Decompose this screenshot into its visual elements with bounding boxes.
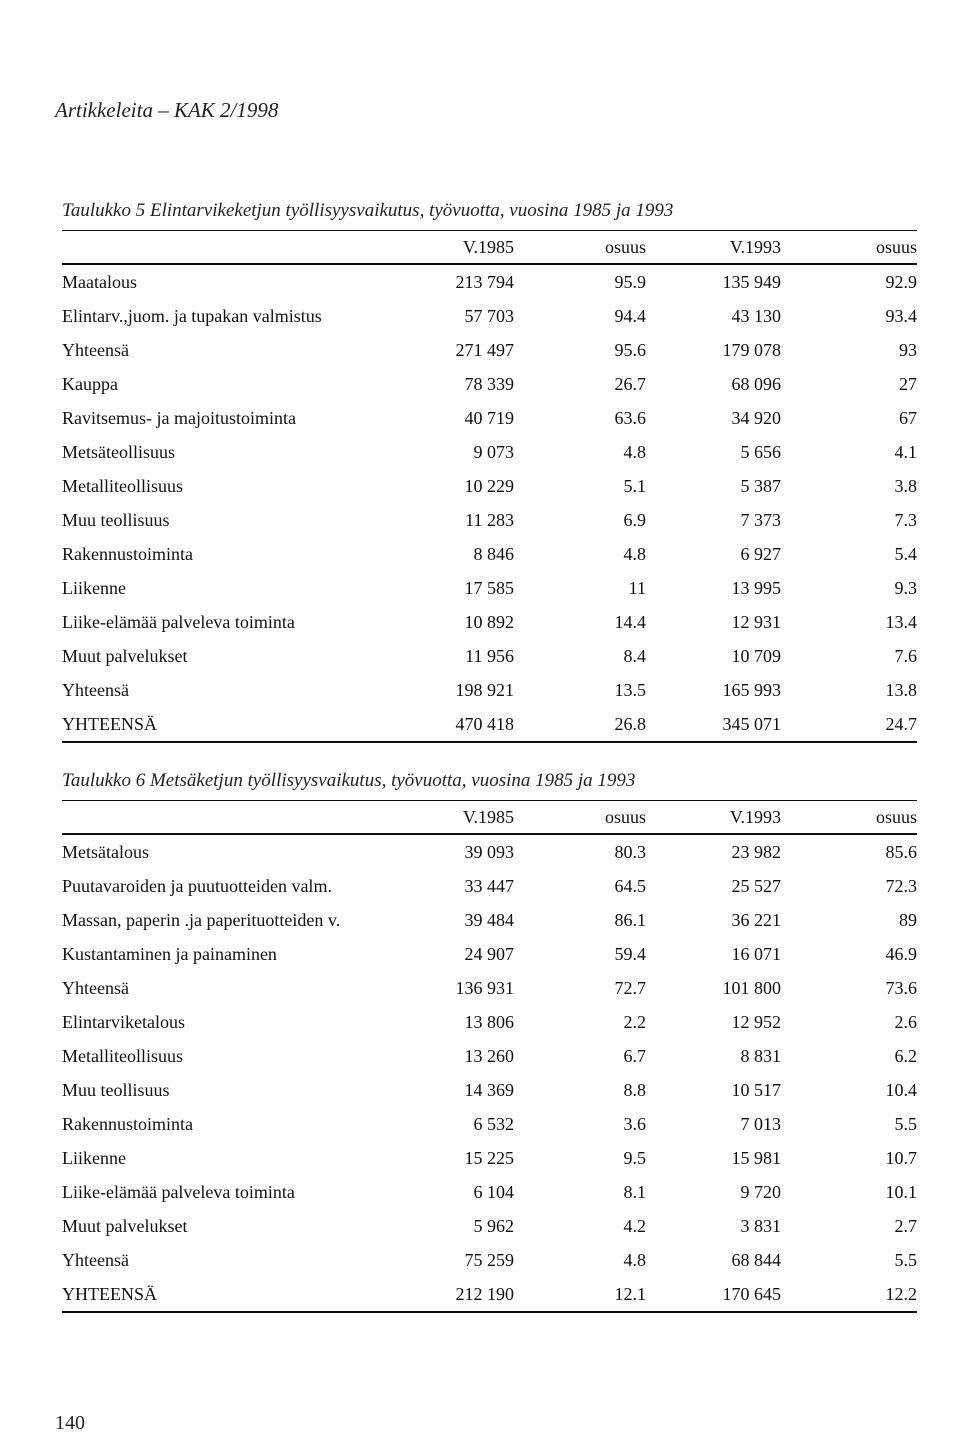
table-row: [62, 834, 917, 869]
row-label: Rakennustoiminta: [62, 543, 193, 564]
table-row: [62, 401, 917, 435]
cell-value: 10 892: [464, 611, 514, 632]
column-header: V.1993: [729, 806, 781, 827]
cell-value: 13.8: [885, 679, 917, 700]
cell-value: 4.2: [623, 1215, 646, 1236]
cell-value: 5 962: [473, 1215, 514, 1236]
cell-value: 7 373: [740, 509, 781, 530]
cell-value: 9 720: [740, 1181, 781, 1202]
table5-header-row: [62, 231, 917, 265]
cell-value: 6.7: [623, 1045, 646, 1066]
cell-value: 6 104: [473, 1181, 514, 1202]
cell-value: 6 927: [740, 543, 781, 564]
row-label: Metsätalous: [62, 841, 149, 862]
cell-value: 73.6: [885, 977, 917, 998]
row-label: Liikenne: [62, 577, 126, 598]
cell-value: 12 931: [731, 611, 781, 632]
column-header: osuus: [604, 806, 646, 827]
table6-caption: Taulukko 6 Metsäketjun työllisyysvaikutus, työvuotta, vuosina 1985 ja 1993: [62, 770, 636, 791]
row-label: Elintarviketalous: [62, 1011, 185, 1032]
cell-value: 5.5: [894, 1249, 917, 1270]
cell-value: 12.2: [885, 1283, 917, 1304]
row-label: Kustantaminen ja painaminen: [62, 943, 277, 964]
column-header: osuus: [604, 236, 646, 257]
cell-value: 6 532: [473, 1113, 514, 1134]
cell-value: 13 806: [464, 1011, 514, 1032]
cell-value: 92.9: [885, 271, 917, 292]
column-header: V.1985: [462, 236, 514, 257]
cell-value: 67: [899, 407, 917, 428]
page-number: 140: [55, 1412, 85, 1434]
cell-value: 2.6: [894, 1011, 917, 1032]
cell-value: 13 260: [464, 1045, 514, 1066]
cell-value: 39 093: [464, 841, 514, 862]
cell-value: 10 709: [731, 645, 781, 666]
table-row: [62, 537, 917, 571]
table5: [62, 230, 917, 743]
row-label: Muu teollisuus: [62, 509, 170, 530]
row-label: Yhteensä: [62, 679, 129, 700]
cell-value: 212 190: [455, 1283, 514, 1304]
cell-value: 11 956: [465, 645, 514, 666]
cell-value: 24 907: [464, 943, 514, 964]
cell-value: 2.7: [894, 1215, 917, 1236]
cell-value: 93.4: [885, 305, 917, 326]
table-row: [62, 333, 917, 367]
table-row: [62, 1209, 917, 1243]
table-row: [62, 1073, 917, 1107]
row-label: Elintarv.,juom. ja tupakan valmistus: [62, 305, 322, 326]
table-row: [62, 937, 917, 971]
cell-value: 2.2: [623, 1011, 646, 1032]
cell-value: 43 130: [731, 305, 781, 326]
cell-value: 46.9: [885, 943, 917, 964]
cell-value: 4.1: [894, 441, 917, 462]
table-row: [62, 367, 917, 401]
row-label: Muut palvelukset: [62, 645, 188, 666]
row-label: Metsäteollisuus: [62, 441, 175, 462]
cell-value: 89: [899, 909, 917, 930]
cell-value: 15 225: [464, 1147, 514, 1168]
cell-value: 15 981: [731, 1147, 781, 1168]
cell-value: 63.6: [614, 407, 646, 428]
cell-value: 213 794: [455, 271, 514, 292]
table-row: [62, 435, 917, 469]
row-label: Muu teollisuus: [62, 1079, 170, 1100]
cell-value: 78 339: [464, 373, 514, 394]
cell-value: 80.3: [614, 841, 646, 862]
row-label: Metalliteollisuus: [62, 475, 183, 496]
running-head: Artikkeleita – KAK 2/1998: [55, 98, 279, 122]
table5-body: [62, 264, 917, 742]
cell-value: 8 846: [473, 543, 514, 564]
cell-value: 68 096: [731, 373, 781, 394]
cell-value: 198 921: [455, 679, 514, 700]
table-row: [62, 1175, 917, 1209]
cell-value: 24.7: [885, 713, 917, 734]
cell-value: 72.7: [614, 977, 646, 998]
row-label: YHTEENSÄ: [62, 1283, 157, 1304]
cell-value: 16 071: [731, 943, 781, 964]
cell-value: 72.3: [885, 875, 917, 896]
cell-value: 23 982: [731, 841, 781, 862]
cell-value: 3 831: [740, 1215, 781, 1236]
cell-value: 345 071: [722, 713, 781, 734]
cell-value: 101 800: [722, 977, 781, 998]
table5-header: [62, 231, 917, 265]
cell-value: 95.6: [614, 339, 646, 360]
row-label: Liikenne: [62, 1147, 126, 1168]
row-label: Rakennustoiminta: [62, 1113, 193, 1134]
table5-caption: Taulukko 5 Elintarvikeketjun työllisyysvaikutus, työvuotta, vuosina 1985 ja 1993: [62, 200, 674, 221]
cell-value: 271 497: [455, 339, 514, 360]
column-header: V.1985: [462, 806, 514, 827]
column-header: V.1993: [729, 236, 781, 257]
cell-value: 14 369: [464, 1079, 514, 1100]
column-header-label: [62, 801, 397, 835]
row-label: Kauppa: [62, 373, 118, 394]
table-row: [62, 971, 917, 1005]
cell-value: 93: [899, 339, 917, 360]
cell-value: 4.8: [623, 441, 646, 462]
table6-header-row: [62, 801, 917, 835]
row-label: Liike-elämää palveleva toiminta: [62, 1181, 295, 1202]
table-row: [62, 673, 917, 707]
cell-value: 135 949: [722, 271, 781, 292]
cell-value: 13.4: [885, 611, 917, 632]
cell-value: 10.4: [885, 1079, 917, 1100]
row-label: Yhteensä: [62, 339, 129, 360]
table-row: [62, 1243, 917, 1277]
cell-value: 57 703: [464, 305, 514, 326]
table-row: [62, 639, 917, 673]
table-row: [62, 1141, 917, 1175]
cell-value: 9.5: [623, 1147, 646, 1168]
cell-value: 10.1: [885, 1181, 917, 1202]
cell-value: 470 418: [455, 713, 514, 734]
table-row: [62, 1107, 917, 1141]
cell-value: 86.1: [614, 909, 646, 930]
cell-value: 59.4: [614, 943, 646, 964]
cell-value: 25 527: [731, 875, 781, 896]
cell-value: 5.5: [894, 1113, 917, 1134]
table6-body: [62, 834, 917, 1312]
table-row: [62, 571, 917, 605]
cell-value: 33 447: [464, 875, 514, 896]
cell-value: 3.6: [623, 1113, 646, 1134]
cell-value: 34 920: [731, 407, 781, 428]
cell-value: 10.7: [885, 1147, 917, 1168]
row-label: Puutavaroiden ja puutuotteiden valm.: [62, 875, 332, 896]
cell-value: 5 656: [740, 441, 781, 462]
table-row: [62, 264, 917, 299]
cell-value: 7.3: [894, 509, 917, 530]
cell-value: 26.8: [614, 713, 646, 734]
table-row: [62, 1277, 917, 1312]
cell-value: 9 073: [473, 441, 514, 462]
cell-value: 17 585: [464, 577, 514, 598]
table-row: [62, 1039, 917, 1073]
table-row: [62, 469, 917, 503]
cell-value: 170 645: [722, 1283, 781, 1304]
cell-value: 5 387: [740, 475, 781, 496]
cell-value: 12 952: [731, 1011, 781, 1032]
cell-value: 9.3: [894, 577, 917, 598]
column-header: osuus: [875, 236, 917, 257]
cell-value: 36 221: [731, 909, 781, 930]
cell-value: 10 229: [464, 475, 514, 496]
cell-value: 5.4: [894, 543, 917, 564]
table6: [62, 800, 917, 1313]
cell-value: 68 844: [731, 1249, 781, 1270]
cell-value: 179 078: [722, 339, 781, 360]
cell-value: 6.9: [623, 509, 646, 530]
table-row: [62, 299, 917, 333]
cell-value: 8.4: [623, 645, 646, 666]
cell-value: 7.6: [894, 645, 917, 666]
cell-value: 10 517: [731, 1079, 781, 1100]
cell-value: 12.1: [614, 1283, 646, 1304]
table6-header: [62, 801, 917, 835]
row-label: Liike-elämää palveleva toiminta: [62, 611, 295, 632]
row-label: Massan, paperin .ja paperituotteiden v.: [62, 909, 341, 930]
cell-value: 40 719: [464, 407, 514, 428]
cell-value: 26.7: [614, 373, 646, 394]
column-header: osuus: [875, 806, 917, 827]
cell-value: 136 931: [455, 977, 514, 998]
row-label: Ravitsemus- ja majoitustoiminta: [62, 407, 296, 428]
row-label: Maatalous: [62, 271, 137, 292]
cell-value: 94.4: [614, 305, 646, 326]
cell-value: 13.5: [614, 679, 646, 700]
cell-value: 8 831: [740, 1045, 781, 1066]
table-row: [62, 869, 917, 903]
cell-value: 75 259: [464, 1249, 514, 1270]
cell-value: 95.9: [614, 271, 646, 292]
cell-value: 6.2: [894, 1045, 917, 1066]
cell-value: 4.8: [623, 1249, 646, 1270]
cell-value: 11 283: [465, 509, 514, 530]
table-row: [62, 605, 917, 639]
row-label: YHTEENSÄ: [62, 713, 157, 734]
cell-value: 4.8: [623, 543, 646, 564]
cell-value: 85.6: [885, 841, 917, 862]
cell-value: 3.8: [894, 475, 917, 496]
cell-value: 8.8: [623, 1079, 646, 1100]
column-header-label: [62, 231, 397, 265]
cell-value: 11: [628, 577, 646, 598]
row-label: Metalliteollisuus: [62, 1045, 183, 1066]
cell-value: 27: [899, 373, 917, 394]
cell-value: 13 995: [731, 577, 781, 598]
cell-value: 7 013: [740, 1113, 781, 1134]
cell-value: 165 993: [722, 679, 781, 700]
cell-value: 14.4: [614, 611, 646, 632]
table-row: [62, 503, 917, 537]
row-label: Yhteensä: [62, 977, 129, 998]
cell-value: 39 484: [464, 909, 514, 930]
cell-value: 5.1: [623, 475, 646, 496]
table-row: [62, 1005, 917, 1039]
row-label: Yhteensä: [62, 1249, 129, 1270]
cell-value: 8.1: [623, 1181, 646, 1202]
table-row: [62, 707, 917, 742]
row-label: Muut palvelukset: [62, 1215, 188, 1236]
table-row: [62, 903, 917, 937]
cell-value: 64.5: [614, 875, 646, 896]
